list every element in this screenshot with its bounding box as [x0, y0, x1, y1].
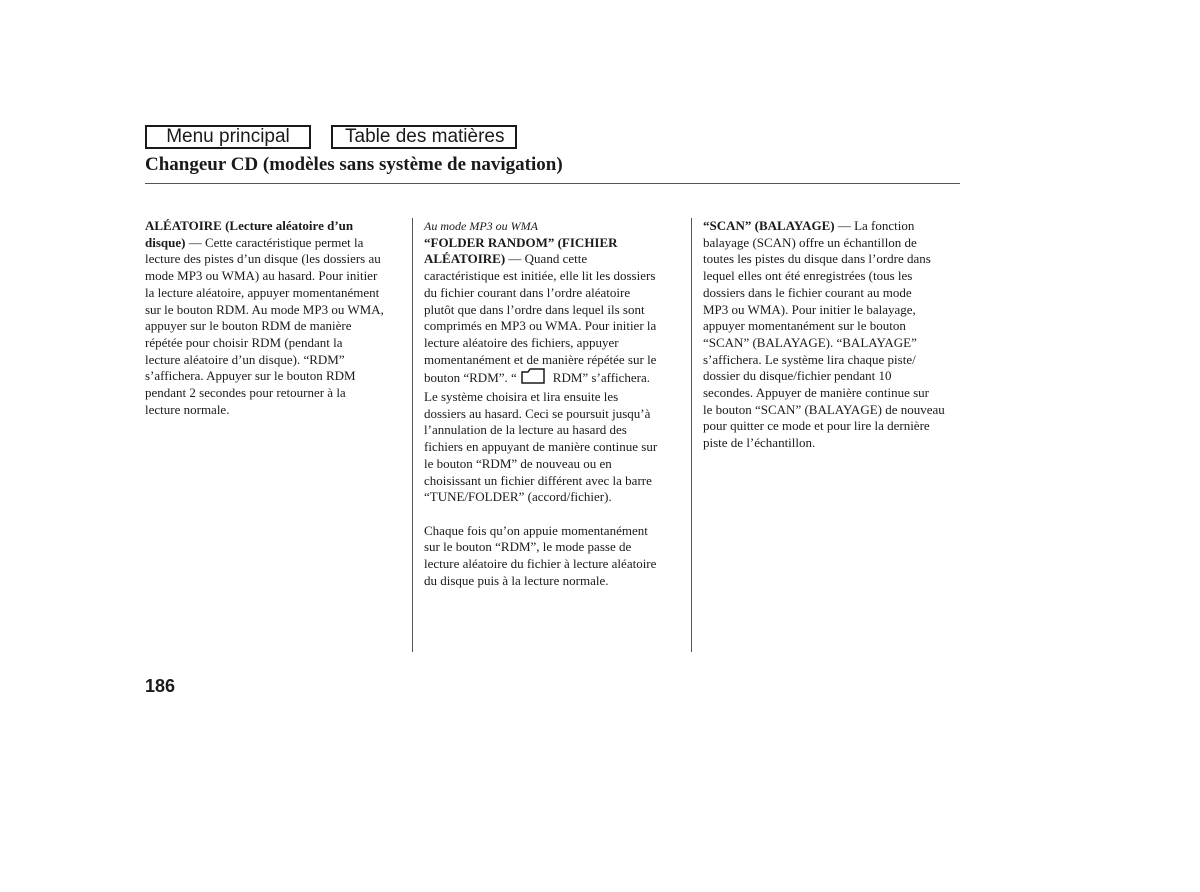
text-line: lecture aléatoire d’un disque). “RDM”: [145, 351, 345, 367]
text-line: Cette caractéristique permet la: [204, 234, 364, 250]
text-line: comprimés en MP3 ou WMA. Pour initier la: [424, 318, 657, 334]
text-line: Chaque fois qu’on appuie momentanément: [424, 522, 648, 538]
dash: —: [505, 251, 525, 267]
text-line: balayage (SCAN) offre un échantillon de: [703, 234, 917, 250]
text-line: lecture aléatoire du fichier à lecture aléatoire: [424, 556, 657, 572]
text-line: piste de l’échantillon.: [703, 435, 816, 451]
text-line: appuyer momentanément sur le bouton: [703, 318, 906, 334]
text-line: MP3 ou WMA). Pour initier le balayage,: [703, 301, 916, 317]
column-folder-random: [424, 218, 686, 589]
text-line: la lecture aléatoire, appuyer momentanément: [145, 284, 380, 300]
text-line: sur le bouton “RDM”, le mode passe de: [424, 539, 632, 555]
text-line: secondes. Appuyer de manière continue sur: [703, 385, 929, 401]
text-line: pendant 2 secondes pour retourner à la: [145, 385, 346, 401]
text-line: toutes les pistes du disque dans l’ordre dans: [703, 251, 931, 267]
dash: —: [185, 234, 205, 250]
menu-principal-button[interactable]: Menu principal: [145, 125, 311, 149]
folder-random-heading: “FOLDER RANDOM” (FICHIER: [424, 234, 618, 250]
text-line: plutôt que dans l’ordre dans lequel ils sont: [424, 301, 645, 317]
text-line: “SCAN” (BALAYAGE). “BALAYAGE”: [703, 334, 917, 350]
text-line: l’annulation de la lecture au hasard des: [424, 422, 627, 438]
paragraph-gap: [424, 506, 686, 523]
column-divider: [412, 218, 413, 652]
mode-caption: Au mode MP3 ou WMA: [424, 219, 538, 233]
text-line: s’affichera. Le système lira chaque piste/: [703, 351, 916, 367]
folder-random-heading-cont: ALÉATOIRE): [424, 251, 506, 267]
text-line: lecture des pistes d’un disque (les dossiers au: [145, 251, 381, 267]
text-line: fichiers en appuyant de manière continue sur: [424, 439, 658, 455]
text-line: “TUNE/FOLDER” (accord/fichier).: [424, 489, 612, 505]
column-scan: [703, 218, 965, 452]
text-line: le bouton “SCAN” (BALAYAGE) de nouveau: [703, 401, 945, 417]
column-aleatoire: [145, 218, 407, 418]
text-line: La fonction: [854, 218, 915, 233]
text-line: choisissant un fichier différent avec la barre: [424, 472, 652, 488]
text-line: sur le bouton RDM. Au mode MP3 ou WMA,: [145, 301, 384, 317]
scan-heading: “SCAN” (BALAYAGE): [703, 218, 835, 233]
text-line: pour quitter ce mode et pour lire la dernière: [703, 418, 930, 434]
page-title: Changeur CD (modèles sans système de navigation): [145, 154, 563, 175]
dash: —: [834, 218, 855, 233]
page-number: 186: [145, 676, 176, 696]
text-line: caractéristique est initiée, elle lit les dossiers: [424, 268, 656, 284]
text-line: lecture normale.: [145, 401, 230, 417]
text-line: appuyer sur le bouton RDM de manière: [145, 318, 352, 334]
text-line: momentanément et de manière répétée sur le: [424, 351, 657, 367]
text-line: s’affichera. Appuyer sur le bouton RDM: [145, 368, 356, 384]
text-line: mode MP3 ou WMA) au hasard. Pour initier: [145, 268, 378, 284]
text-line: le bouton “RDM” de nouveau ou en: [424, 455, 612, 471]
text-line: dossiers dans le fichier courant au mode: [703, 284, 912, 300]
text-line: lecture aléatoire des fichiers, appuyer: [424, 334, 619, 350]
folder-icon: [521, 368, 545, 389]
text-line: du disque puis à la lecture normale.: [424, 572, 609, 588]
text-line: Le système choisira et lira ensuite les: [424, 389, 619, 405]
text-line: lequel elles ont été enregistrées (tous les: [703, 268, 913, 284]
text-line: répétée pour choisir RDM (pendant la: [145, 334, 343, 350]
text-line: bouton “RDM”. “: [424, 370, 517, 386]
text-line: dossier du disque/fichier pendant 10: [703, 368, 892, 384]
text-line: Quand cette: [524, 251, 588, 267]
title-divider: [145, 183, 960, 184]
text-line: du fichier courant dans l’ordre aléatoire: [424, 284, 631, 300]
text-line: dossiers au hasard. Ceci se poursuit jusqu’à: [424, 405, 651, 421]
table-des-matieres-button[interactable]: Table des matières: [331, 125, 517, 149]
text-line: RDM” s’affichera.: [552, 370, 651, 386]
column-divider: [691, 218, 692, 652]
aleatoire-heading: ALÉATOIRE (Lecture aléatoire d’un: [145, 218, 354, 233]
aleatoire-heading-cont: disque): [145, 234, 186, 250]
